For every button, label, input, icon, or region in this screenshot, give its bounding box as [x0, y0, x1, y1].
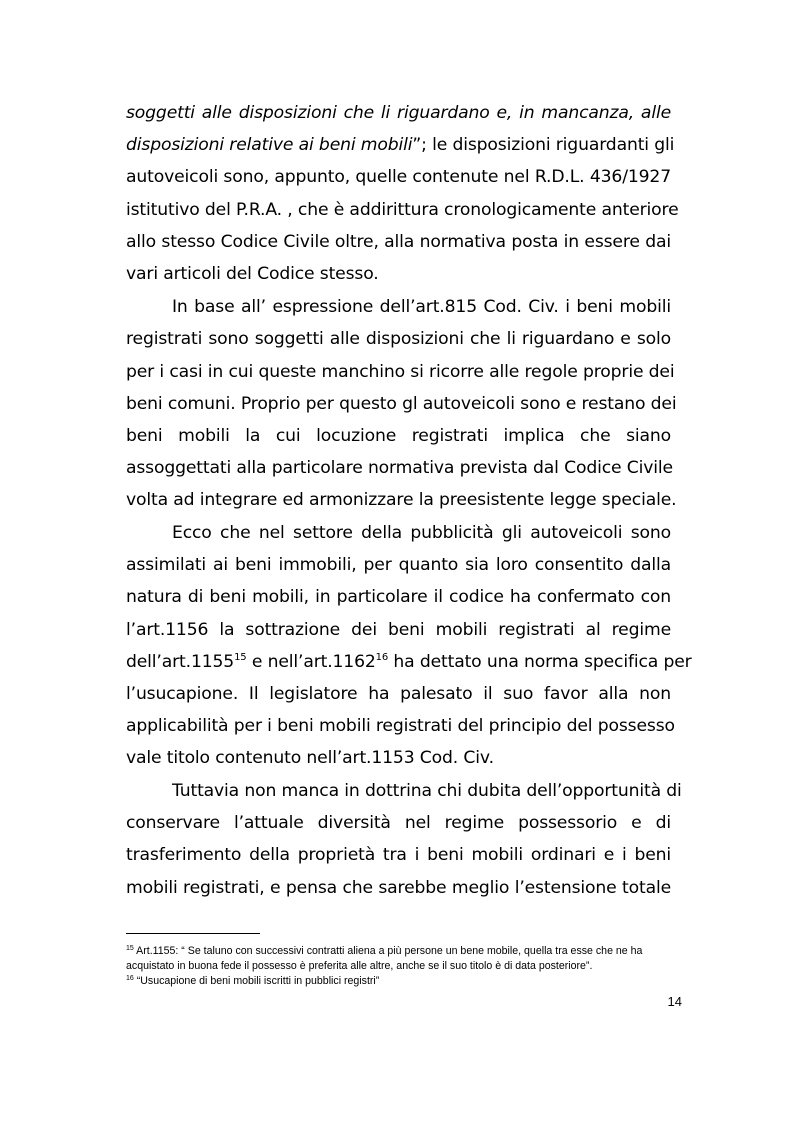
body-line: vale titolo contenuto nell’art.1153 Cod. Civ.	[126, 748, 494, 768]
body-line: soggetti alle disposizioni che li riguardano e, in mancanza, alle	[126, 103, 671, 123]
footnote-separator	[126, 933, 260, 934]
text-run: ”; le disposizioni riguardanti gli	[412, 135, 675, 155]
body-line: applicabilità per i beni mobili registrati del principio del possesso	[126, 716, 675, 736]
body-line	[126, 129, 675, 161]
italic-quote: disposizioni relative ai beni mobili	[126, 135, 413, 155]
text-run: e nell’art.1162	[246, 652, 376, 672]
footnote-number: 15	[126, 945, 134, 952]
body-line: assimilati ai beni immobili, per quanto sia loro consentito dalla	[126, 555, 671, 575]
footnote-number: 16	[126, 975, 134, 982]
body-line: l’art.1156 la sottrazione dei beni mobili registrati al regime	[126, 620, 671, 640]
body-line: natura di beni mobili, in particolare il codice ha confermato con	[126, 587, 671, 607]
body-line: Ecco che nel settore della pubblicità gli autoveicoli sono	[172, 523, 671, 543]
body-line: beni mobili la cui locuzione registrati implica che siano	[126, 426, 671, 446]
body-line: registrati sono soggetti alle disposizioni che li riguardano e solo	[126, 329, 671, 349]
body-line: conservare l’attuale diversità nel regime possessorio e di	[126, 813, 671, 833]
footnote-ref[interactable]: 16	[375, 652, 389, 663]
page-number: 14	[667, 994, 682, 1009]
body-line: trasferimento della proprietà tra i beni mobili ordinari e i beni	[126, 845, 671, 865]
body-line: allo stesso Codice Civile oltre, alla normativa posta in essere dai	[126, 232, 671, 252]
body-line: mobili registrati, e pensa che sarebbe meglio l’estensione totale	[126, 878, 671, 898]
body-line: assoggettati alla particolare normativa prevista dal Codice Civile	[126, 458, 673, 478]
body-line: autoveicoli sono, appunto, quelle contenute nel R.D.L. 436/1927	[126, 167, 671, 187]
body-line	[126, 646, 692, 678]
body-line: In base all’ espressione dell’art.815 Cod. Civ. i beni mobili	[172, 297, 671, 317]
text-run: dell’art.1155	[126, 652, 235, 672]
body-line: vari articoli del Codice stesso.	[126, 264, 379, 284]
footnote-15-continued: acquistato in buona fede il possesso è preferita alle altre, anche se il suo titolo è di data posteriore”.	[126, 960, 593, 972]
footnote-16	[126, 974, 686, 989]
body-line: per i casi in cui queste manchino si ricorre alle regole proprie dei	[126, 362, 675, 382]
body-line: istitutivo del P.R.A. , che è addirittura cronologicamente anteriore	[126, 200, 679, 220]
footnote-text: Art.1155: “ Se taluno con successivi contratti aliena a più persone un bene mobile, quella tra esse che ne ha	[133, 945, 643, 957]
body-line: l’usucapione. Il legislatore ha palesato il suo favor alla non	[126, 684, 671, 704]
body-line: Tuttavia non manca in dottrina chi dubita dell’opportunità di	[172, 781, 682, 801]
footnote-text: “Usucapione di beni mobili iscritti in pubblici registri”	[133, 975, 380, 987]
text-run: ha dettato una norma specifica per	[388, 652, 692, 672]
body-line: beni comuni. Proprio per questo gl autoveicoli sono e restano dei	[126, 394, 677, 414]
footnote-ref[interactable]: 15	[234, 652, 247, 663]
footnote-15	[126, 944, 686, 959]
body-line: volta ad integrare ed armonizzare la preesistente legge speciale.	[126, 490, 677, 510]
